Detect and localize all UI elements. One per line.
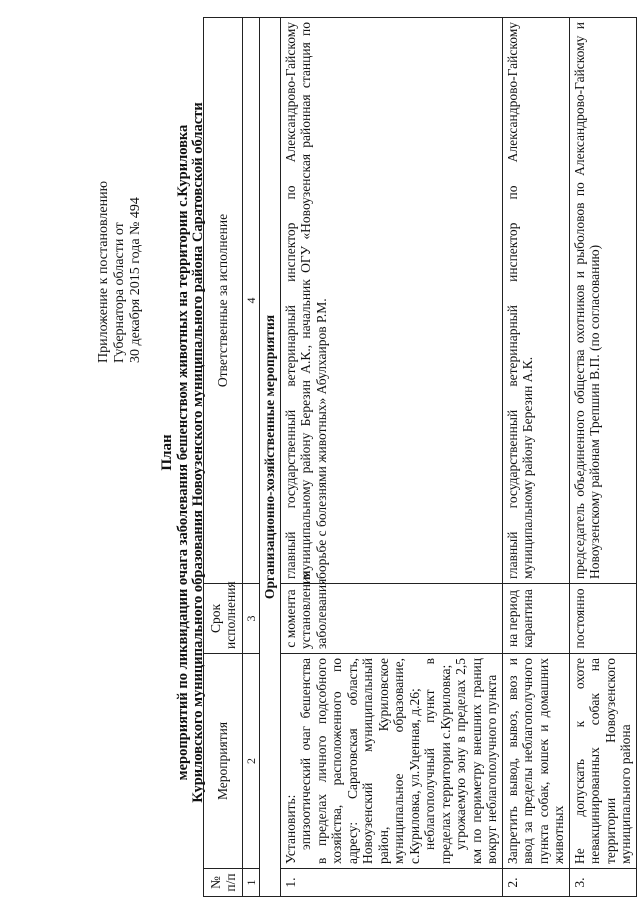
header-responsible: Ответственные за исполнение — [204, 18, 243, 584]
section-row — [260, 18, 281, 897]
row-term: на период карантина — [502, 584, 569, 654]
column-number-row — [243, 18, 260, 897]
column-number: 3 — [243, 584, 260, 654]
column-number: 4 — [243, 18, 260, 584]
row-responsible: председатель объединенного общества охотников и рыболовов по Александрово-Гайскому и Новоузенскому районам Трепшин В.П. (по согласованию) — [569, 18, 636, 584]
row-event — [280, 654, 502, 869]
appendix-note — [96, 181, 144, 363]
header-num: № п/п — [204, 869, 243, 897]
column-number: 2 — [243, 654, 260, 869]
table-row — [569, 18, 636, 897]
row-event: Запретить вывод, вывоз, ввоз и ввод за пределы неблагополучного пункта собак, кошек и домашних животных — [502, 654, 569, 869]
table-row — [280, 18, 502, 897]
row-responsible: главный государственный ветеринарный инспектор по Александрово-Гайскому муниципальному району Березин А.К., начальник ОГУ «Новоузенская районная станция по борьбе с болезнями животных» Абулхаиров Р.М. — [280, 18, 502, 584]
header-event: Мероприятия — [204, 654, 243, 869]
row-event: Не допускать к охоте невакцинированных собак на территории Новоузенского муниципального района — [569, 654, 636, 869]
document-title — [160, 0, 207, 905]
table-row — [502, 18, 569, 897]
row-num: 1. — [280, 869, 502, 897]
event-intro: Установить: — [282, 794, 298, 864]
table-header-row — [204, 18, 243, 897]
event-paragraph: эпизоотический очаг бешенства в пределах личного подсобного хозяйства, расположенного по адресу: Саратовская область, Новоузенский муниципальный район, Куриловское муниципальное образование, с.Куриловка, ул.Уценная, д.26; — [298, 658, 422, 864]
row-term: с момента установления заболевания — [280, 584, 502, 654]
section-title: Организационно-хозяйственные мероприятия — [260, 18, 281, 897]
appendix-line-3: 30 декабря 2015 года № 494 — [128, 197, 143, 363]
title-line-1: мероприятий по ликвидации очага заболевания бешенством животных на территории с.Куриловка — [174, 124, 191, 781]
row-num: 2. — [502, 869, 569, 897]
title-plan: План — [159, 434, 175, 471]
event-paragraph: неблагополучный пункт в пределах территории с.Куриловка; — [422, 658, 453, 864]
appendix-line-2: Губернатора области от — [112, 222, 127, 363]
appendix-line-1: Приложение к постановлению — [96, 180, 111, 363]
row-responsible: главный государственный ветеринарный инспектор по Александрово-Гайскому муниципальному району Березин А.К. — [502, 18, 569, 584]
header-term: Срок исполнения — [204, 584, 243, 654]
event-paragraph: угрожаемую зону в пределах 2,5 км по периметру внешних границ вокруг неблагополучного пункта — [453, 658, 499, 864]
plan-table — [203, 17, 637, 897]
row-num: 3. — [569, 869, 636, 897]
row-term: постоянно — [569, 584, 636, 654]
column-number: 1 — [243, 869, 260, 897]
title-line-2: Куриловского муниципального образования Новоузенского муниципального района Саратовской области — [190, 102, 206, 803]
